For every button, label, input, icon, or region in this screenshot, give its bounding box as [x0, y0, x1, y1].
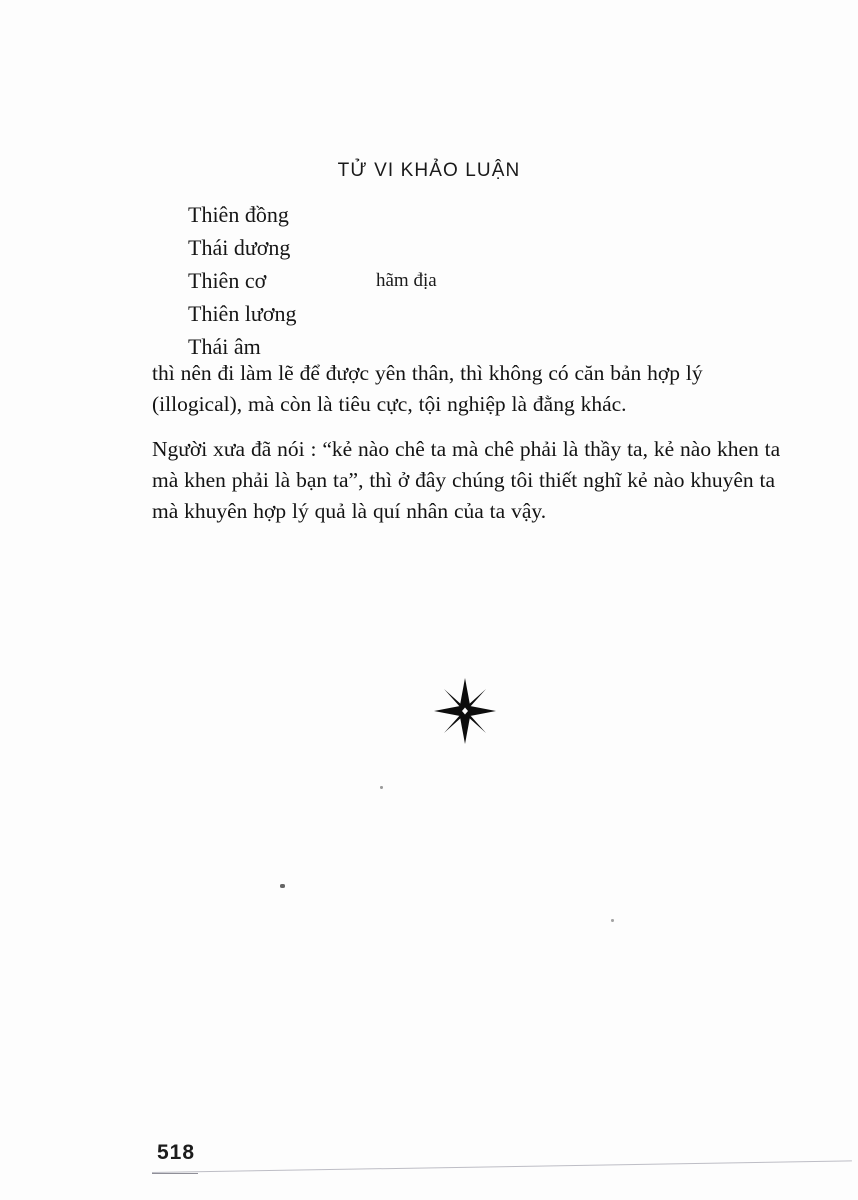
list-item	[188, 231, 708, 264]
paragraph: Người xưa đã nói : “kẻ nào chê ta mà chê phải là thầy ta, kẻ nào khen ta mà khen phải là bạn ta”, thì ở đây chúng tôi thiết nghĩ kẻ nào khuyên ta mà khuyên hợp lý quả là quí nhân của ta vậy.	[152, 437, 781, 523]
star-note: hãm địa	[376, 270, 437, 291]
scan-speckle	[380, 786, 383, 789]
star-name: Thiên lương	[188, 301, 297, 326]
scan-speckle	[611, 919, 614, 922]
paragraph: thì nên đi làm lẽ để được yên thân, thì không có căn bản hợp lý (illogical), mà còn là tiêu cực, tội nghiệp là đằng khác.	[152, 361, 703, 416]
eight-pointed-star-icon	[434, 678, 496, 744]
page-number: 518	[157, 1141, 196, 1164]
scan-artifact-line-underscore	[152, 1173, 198, 1174]
list-item	[188, 297, 708, 330]
scan-speckle	[280, 884, 285, 888]
star-name: Thiên đồng	[188, 202, 289, 227]
body-text	[152, 358, 796, 527]
list-item	[188, 264, 708, 297]
star-list	[188, 198, 708, 363]
star-name: Thái dương	[188, 235, 291, 260]
star-name: Thiên cơ	[188, 268, 267, 293]
running-head: TỬ VI KHẢO LUẬN	[337, 160, 521, 181]
scan-artifact-line	[152, 1160, 852, 1173]
list-item	[188, 198, 708, 231]
star-name: Thái âm	[188, 334, 261, 359]
